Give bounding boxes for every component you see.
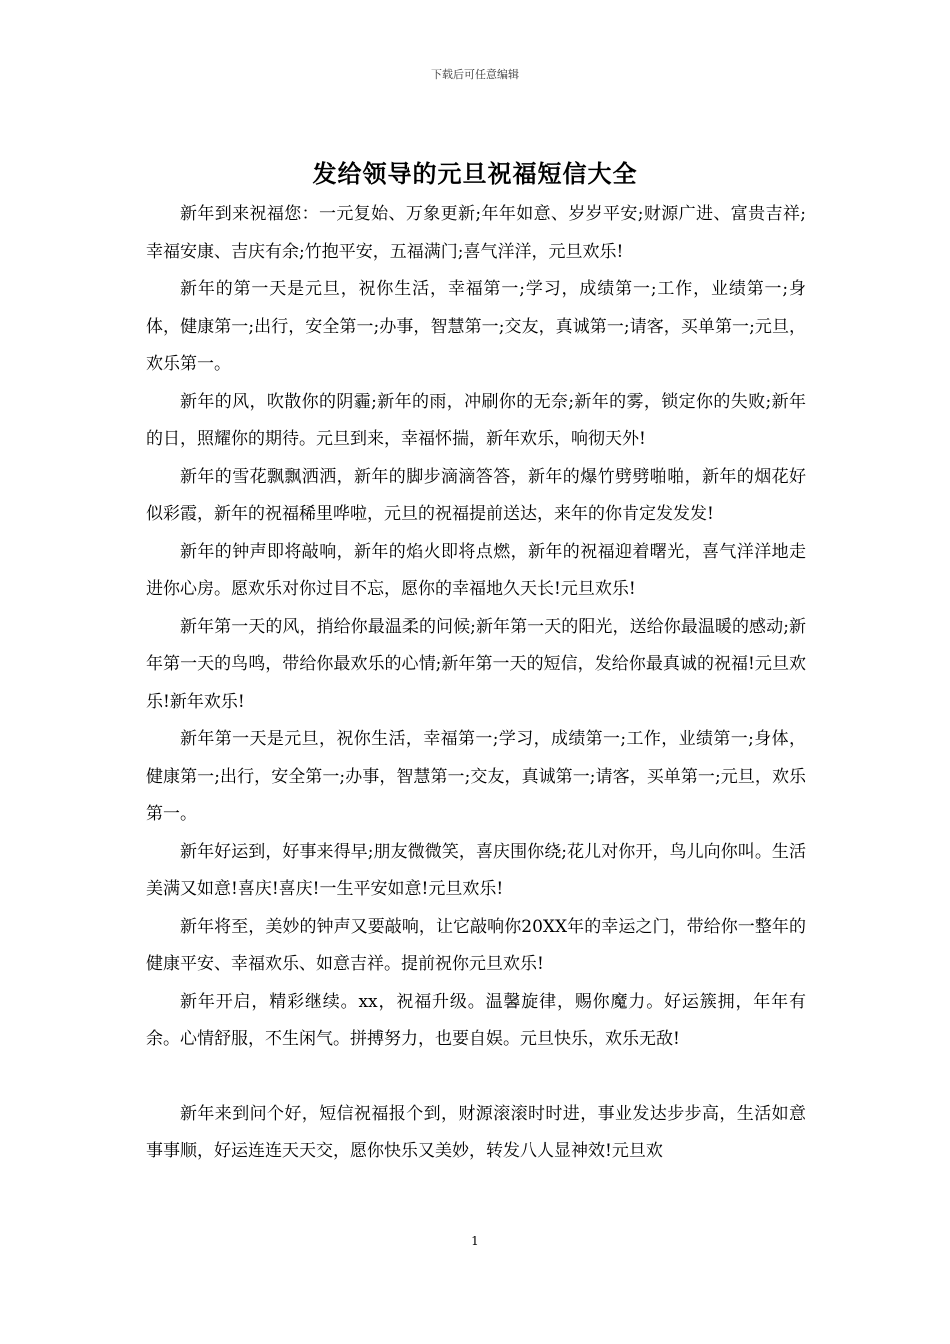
paragraph: 新年的雪花飘飘洒洒，新年的脚步滴滴答答，新年的爆竹劈劈啪啪，新年的烟花好似彩霞，新年的祝福稀里哗啦，元旦的祝福提前送达，来年的你肯定发发发! xyxy=(146,466,806,524)
paragraph: 新年将至，美妙的钟声又要敲响，让它敲响你20XX年的幸运之门，带给你一整年的健康平安、幸福欢乐、如意吉祥。提前祝你元旦欢乐! xyxy=(146,916,806,974)
paragraph: 新年的风，吹散你的阴霾;新年的雨，冲刷你的无奈;新年的雾，锁定你的失败;新年的日，照耀你的期待。元旦到来，幸福怀揣，新年欢乐，响彻天外! xyxy=(146,391,806,449)
document-body xyxy=(146,196,806,1171)
paragraph: 新年第一天的风，捎给你最温柔的问候;新年第一天的阳光，送给你最温暖的感动;新年第一天的鸟鸣，带给你最欢乐的心情;新年第一天的短信，发给你最真诚的祝福!元旦欢乐!新年欢乐! xyxy=(146,616,806,712)
paragraph: 新年到来祝福您：一元复始、万象更新;年年如意、岁岁平安;财源广进、富贵吉祥;幸福安康、吉庆有余;竹抱平安，五福满门;喜气洋洋，元旦欢乐! xyxy=(146,204,806,262)
paragraph: 新年的第一天是元旦，祝你生活，幸福第一;学习，成绩第一;工作，业绩第一;身体，健康第一;出行，安全第一;办事，智慧第一;交友，真诚第一;请客，买单第一;元旦，欢乐第一。 xyxy=(146,279,806,374)
document-title: 发给领导的元旦祝福短信大全 xyxy=(312,159,638,188)
paragraph: 新年开启，精彩继续。xx，祝福升级。温馨旋律，赐你魔力。好运簇拥，年年有余。心情舒服，不生闲气。拼搏努力，也要自娱。元旦快乐，欢乐无敌! xyxy=(146,991,806,1049)
page-number: 1 xyxy=(471,1234,479,1248)
paragraph: 新年好运到，好事来得早;朋友微微笑，喜庆围你绕;花儿对你开，鸟儿向你叫。生活美满又如意!喜庆!喜庆!一生平安如意!元旦欢乐! xyxy=(146,841,806,899)
header-note: 下载后可任意编辑 xyxy=(431,68,519,81)
paragraph: 新年的钟声即将敲响，新年的焰火即将点燃，新年的祝福迎着曙光，喜气洋洋地走进你心房。愿欢乐对你过目不忘，愿你的幸福地久天长!元旦欢乐! xyxy=(146,541,806,599)
paragraph: 新年第一天是元旦，祝你生活，幸福第一;学习，成绩第一;工作，业绩第一;身体，健康第一;出行，安全第一;办事，智慧第一;交友，真诚第一;请客，买单第一;元旦，欢乐第一。 xyxy=(146,729,806,824)
paragraph: 新年来到问个好，短信祝福报个到，财源滚滚时时进，事业发达步步高，生活如意事事顺，好运连连天天交，愿你快乐又美妙，转发八人显神效!元旦欢 xyxy=(146,1103,806,1161)
